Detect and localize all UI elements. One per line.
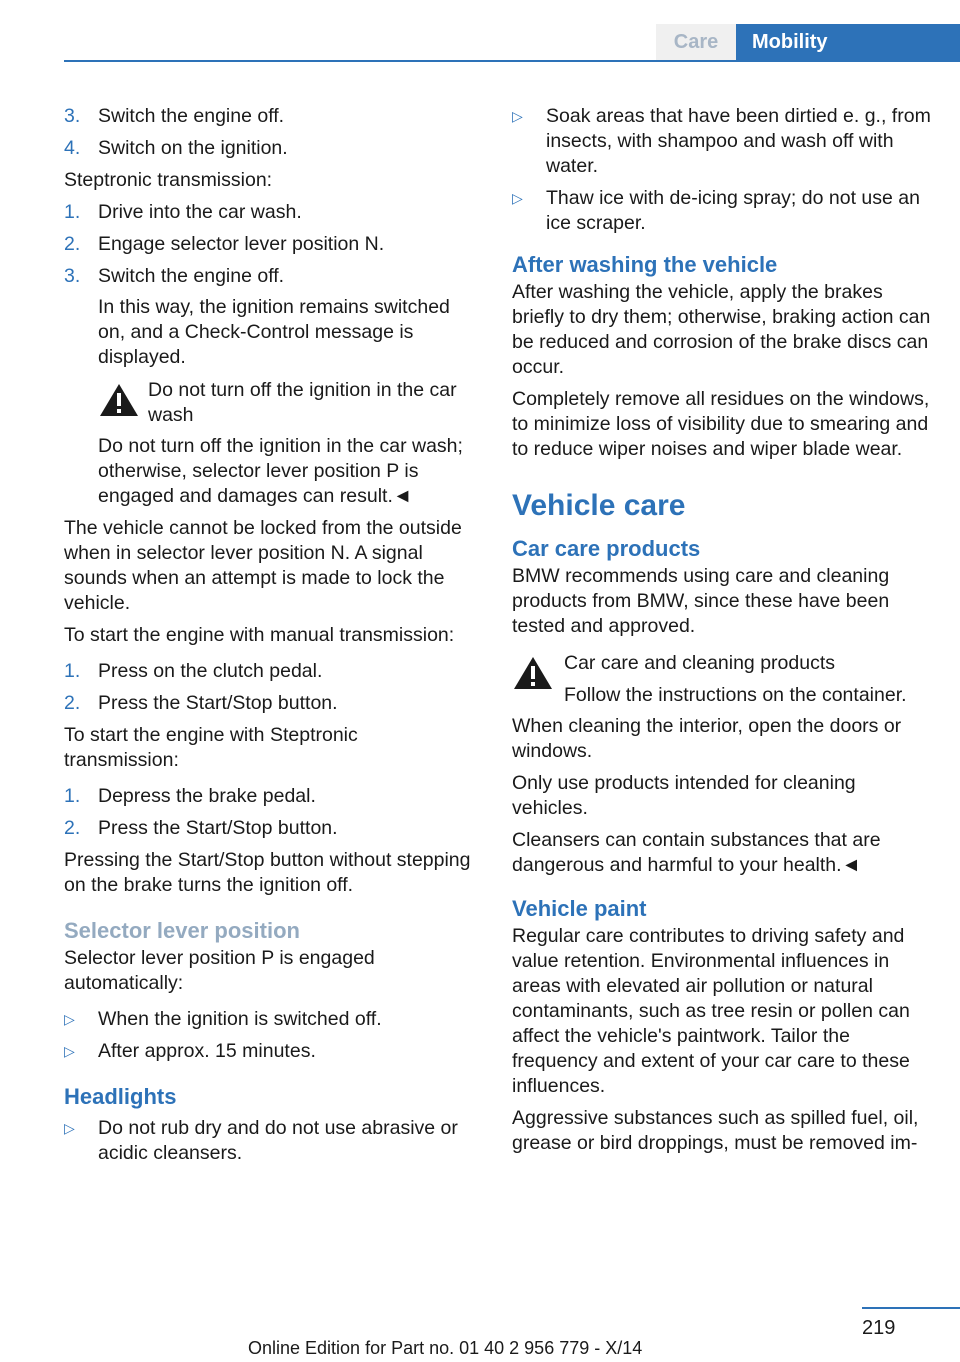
bullet-text: Do not rub dry and do not use abrasive or acidic cleansers. bbox=[98, 1117, 458, 1164]
section-heading-headlights: Headlights bbox=[64, 1084, 177, 1109]
paragraph: Cleansers can contain substances that are dangerous and harmful to your health.◄ bbox=[512, 829, 881, 876]
warning-box bbox=[98, 378, 478, 428]
triangle-right-icon: ▷ bbox=[64, 1011, 75, 1027]
bullet-text: Soak areas that have been dirtied e. g., from insects, with shampoo and wash off with water. bbox=[546, 105, 931, 177]
list-item bbox=[64, 659, 478, 684]
bullet-text: When the ignition is switched off. bbox=[98, 1008, 382, 1030]
list-text: Drive into the car wash. bbox=[98, 201, 302, 223]
section-heading-vehicle-paint: Vehicle paint bbox=[512, 896, 647, 921]
right-column bbox=[512, 104, 932, 1163]
list-text: Switch on the ignition. bbox=[98, 137, 288, 159]
section-heading-car-care-products: Car care products bbox=[512, 536, 701, 561]
paragraph: To start the engine with manual transmission: bbox=[64, 624, 455, 646]
warning-title: Do not turn off the ignition in the car wash bbox=[148, 379, 457, 426]
list-item bbox=[64, 200, 478, 225]
header-tab-mobility[interactable]: Mobility bbox=[736, 24, 960, 60]
paragraph: Selector lever position P is engaged automatically: bbox=[64, 947, 375, 994]
triangle-right-icon: ▷ bbox=[512, 108, 523, 124]
list-text: Press on the clutch pedal. bbox=[98, 660, 323, 682]
header-rule bbox=[64, 60, 960, 62]
paragraph: When cleaning the interior, open the doors or windows. bbox=[512, 715, 902, 762]
list-number: 2. bbox=[64, 233, 81, 255]
section-heading-selector-lever: Selector lever position bbox=[64, 918, 300, 943]
warning-triangle-icon bbox=[98, 381, 140, 419]
bullet-item bbox=[64, 1007, 478, 1032]
paragraph: BMW recommends using care and cleaning products from BMW, since these have been tested and approved. bbox=[512, 565, 890, 637]
footer-rule bbox=[862, 1307, 960, 1309]
footer-edition: Online Edition for Part no. 01 40 2 956 779 - X/14 bbox=[248, 1338, 643, 1358]
paragraph: Aggressive substances such as spilled fuel, oil, grease or bird droppings, must be removed im- bbox=[512, 1107, 919, 1154]
warning-body: Follow the instructions on the container. bbox=[564, 684, 907, 706]
bullet-item bbox=[512, 104, 932, 179]
list-item bbox=[64, 784, 478, 809]
triangle-right-icon: ▷ bbox=[64, 1043, 75, 1059]
list-text: Switch the engine off. bbox=[98, 265, 285, 287]
paragraph: Completely remove all residues on the windows, to minimize loss of visibility due to smearing and to reduce wiper noises and wiper blade wear. bbox=[512, 388, 930, 460]
paragraph: To start the engine with Steptronic transmission: bbox=[64, 724, 358, 771]
list-number: 2. bbox=[64, 817, 81, 839]
warning-title: Car care and cleaning products bbox=[564, 652, 835, 674]
list-text: Switch the engine off. bbox=[98, 105, 285, 127]
warning-body: Do not turn off the ignition in the car wash; otherwise, selector lever position P is engaged and damages can result.◄ bbox=[98, 435, 463, 507]
list-number: 3. bbox=[64, 105, 81, 127]
paragraph: The vehicle cannot be locked from the outside when in selector lever position N. A signal sounds when an attempt is made to lock the vehicle. bbox=[64, 517, 462, 614]
list-text: Depress the brake pedal. bbox=[98, 785, 316, 807]
list-number: 2. bbox=[64, 692, 81, 714]
list-note: In this way, the ignition remains switched on, and a Check-Control message is displayed. bbox=[98, 296, 450, 368]
list-text: Engage selector lever position N. bbox=[98, 233, 385, 255]
page-number: 219 bbox=[862, 1317, 896, 1339]
bullet-item bbox=[512, 186, 932, 236]
paragraph: Steptronic transmission: bbox=[64, 169, 273, 191]
list-text: Press the Start/Stop button. bbox=[98, 692, 338, 714]
list-item bbox=[64, 816, 478, 841]
paragraph: Pressing the Start/Stop button without stepping on the brake turns the ignition off. bbox=[64, 849, 471, 896]
list-item bbox=[64, 136, 478, 161]
warning-triangle-icon bbox=[512, 654, 554, 692]
chapter-heading-vehicle-care: Vehicle care bbox=[512, 489, 686, 522]
warning-box bbox=[512, 651, 932, 708]
list-item bbox=[64, 232, 478, 257]
list-number: 4. bbox=[64, 137, 81, 159]
section-heading-after-washing: After washing the vehicle bbox=[512, 252, 778, 277]
left-column bbox=[64, 104, 478, 1173]
paragraph: Regular care contributes to driving safety and value retention. Environmental influences in areas with elevated air pollution or natural contaminants, such as tree resin or pollen can affect the vehicle's paintwork. Tailor the frequency and extent of your car care to these influences. bbox=[512, 925, 910, 1097]
list-number: 1. bbox=[64, 201, 81, 223]
bullet-item bbox=[64, 1039, 478, 1064]
list-number: 1. bbox=[64, 660, 81, 682]
paragraph: Only use products intended for cleaning vehicles. bbox=[512, 772, 856, 819]
list-item bbox=[64, 691, 478, 716]
list-number: 1. bbox=[64, 785, 81, 807]
bullet-text: After approx. 15 minutes. bbox=[98, 1040, 316, 1062]
header-tab-care[interactable]: Care bbox=[656, 24, 736, 60]
list-number: 3. bbox=[64, 265, 81, 287]
list-text: Press the Start/Stop button. bbox=[98, 817, 338, 839]
list-item bbox=[64, 264, 478, 509]
triangle-right-icon: ▷ bbox=[512, 190, 523, 206]
paragraph: After washing the vehicle, apply the brakes briefly to dry them; otherwise, braking action can be reduced and corrosion of the brake discs can occur. bbox=[512, 281, 931, 378]
bullet-text: Thaw ice with de-icing spray; do not use an ice scraper. bbox=[546, 187, 920, 234]
triangle-right-icon: ▷ bbox=[64, 1120, 75, 1136]
list-item bbox=[64, 104, 478, 129]
bullet-item bbox=[64, 1116, 478, 1166]
